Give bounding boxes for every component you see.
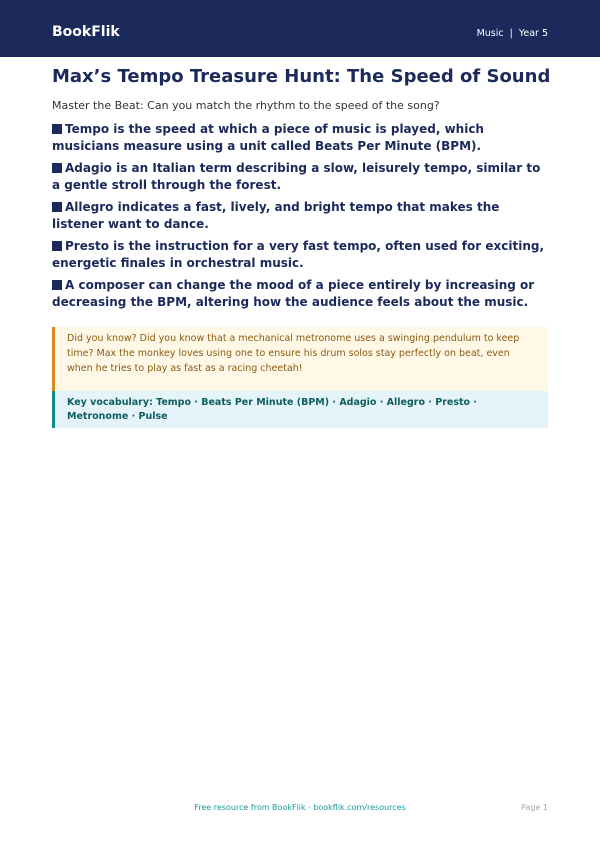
brand-logo-text[interactable]: BookFlik: [52, 24, 120, 40]
page-number: Page 1: [521, 803, 548, 812]
subject-year-meta: [477, 27, 548, 41]
fact-text: Adagio is an Italian term describing a slow, leisurely tempo, similar to a gentle stroll through the forest.: [52, 161, 541, 192]
fact-text: A composer can change the mood of a piece entirely by increasing or decreasing the BPM, altering how the audience feels about the music.: [52, 278, 535, 309]
key-vocabulary-box: Key vocabulary: Tempo · Beats Per Minute (BPM) · Adagio · Allegro · Presto · Metronome · Pulse: [52, 391, 548, 428]
page-subtitle: Master the Beat: Can you match the rhythm to the speed of the song?: [52, 99, 440, 112]
square-bullet-icon: [52, 124, 62, 134]
fact-item: [52, 121, 552, 155]
square-bullet-icon: [52, 241, 62, 251]
fact-item: [52, 160, 552, 194]
fact-item: [52, 277, 552, 311]
fact-list: [52, 121, 552, 316]
footer-resource-link[interactable]: Free resource from BookFlik · bookflik.com/resources: [194, 803, 406, 812]
fact-text: Tempo is the speed at which a piece of music is played, which musicians measure using a unit called Beats Per Minute (BPM).: [52, 122, 484, 153]
year-label: Year 5: [518, 28, 548, 39]
did-you-know-callout: Did you know? Did you know that a mechanical metronome uses a swinging pendulum to keep time? Max the monkey loves using one to ensure his drum solos stay perfectly on beat, even when he tries to play as fast as a racing cheetah!: [52, 327, 548, 391]
square-bullet-icon: [52, 280, 62, 290]
fact-text: Presto is the instruction for a very fast tempo, often used for exciting, energetic finales in orchestral music.: [52, 239, 545, 270]
fact-text: Allegro indicates a fast, lively, and bright tempo that makes the listener want to dance.: [52, 200, 500, 231]
fact-item: [52, 238, 552, 272]
square-bullet-icon: [52, 163, 62, 173]
meta-separator: |: [509, 28, 513, 39]
page-footer: [0, 801, 600, 815]
page-title: Max’s Tempo Treasure Hunt: The Speed of Sound: [52, 66, 551, 87]
square-bullet-icon: [52, 202, 62, 212]
page-header: [0, 0, 600, 57]
subject-label: Music: [476, 28, 504, 39]
fact-item: [52, 199, 552, 233]
